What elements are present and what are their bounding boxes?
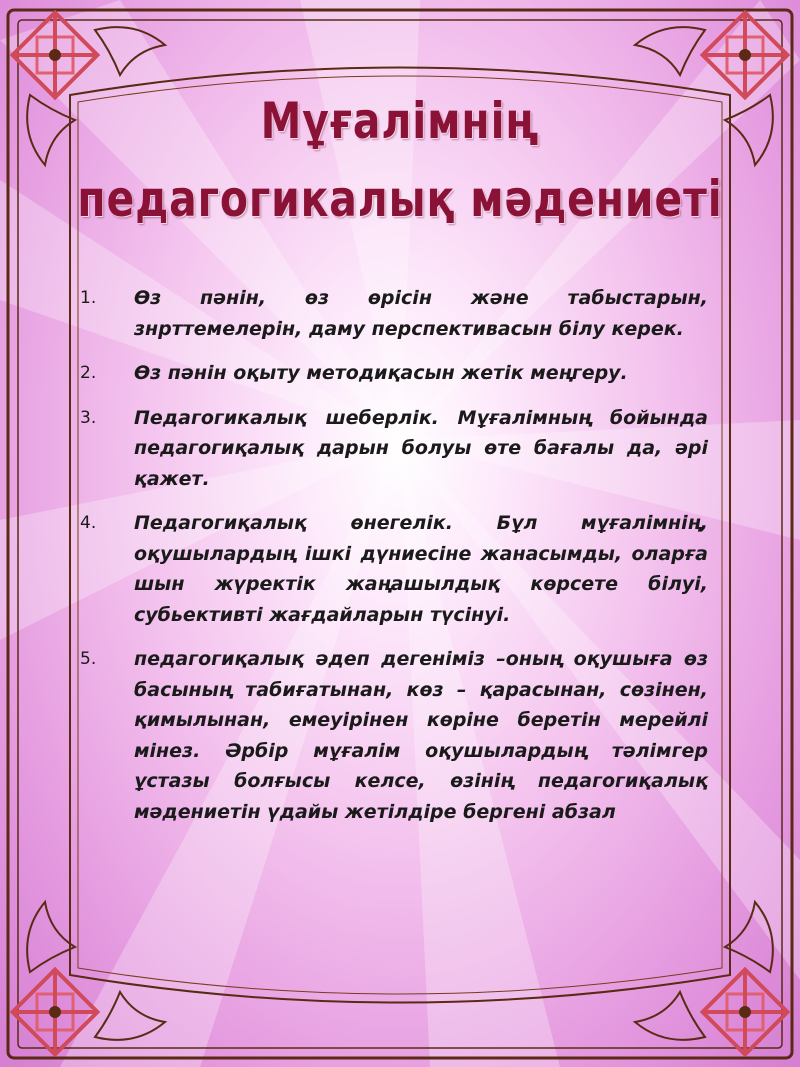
title-line-2: педагогикалық мәдениеті <box>77 170 723 228</box>
list-item-number: 5. <box>80 649 97 669</box>
list-item-text: Өз пәнін, өз өрісін және табыстарын, знрттемелерін, даму перспективасын білу керек. <box>134 287 708 340</box>
title-line-1: Мұғалімнің <box>260 92 540 150</box>
list-item-text: педагогиқалық әдеп дегеніміз –оның оқушыға өз басының табиғатынан, көз – қарасынан, сөзінен, қимылынан, емеуірінен көріне беретін мерейлі мінез. Әрбір мұғалім оқушылардың тәлімгер ұстазы болғысы келсе, өзінің педагогиқалық мәдениетін үдайы жетілдіре бергені абзал <box>134 648 708 823</box>
list-item-number: 2. <box>80 363 97 383</box>
list-item <box>80 644 708 827</box>
list-item-text: Педагогиқалық өнегелік. Бұл мұғалімнің, оқушылардың ішкі дүниесіне жанасымды, оларға шын жүректік жаңашылдық көрсете білуі, субьективті жағдайларын түсінуі. <box>134 512 708 626</box>
list-item-number: 3. <box>80 407 97 428</box>
list-item <box>80 283 708 344</box>
list-item <box>80 358 708 389</box>
principles-list <box>80 283 708 841</box>
list-item-number: 1. <box>80 288 97 308</box>
list-item-text: Өз пәнін оқыту методиқасын жетік меңгеру. <box>134 362 628 384</box>
list-item <box>80 508 708 630</box>
list-item-number: 4. <box>80 513 97 533</box>
list-item-text: Педагогикалық шеберлік. Мұғалімның бойында педагогиқалық дарын болуы өте бағалы да, әрі қажет. <box>134 406 708 490</box>
list-item <box>80 403 708 495</box>
